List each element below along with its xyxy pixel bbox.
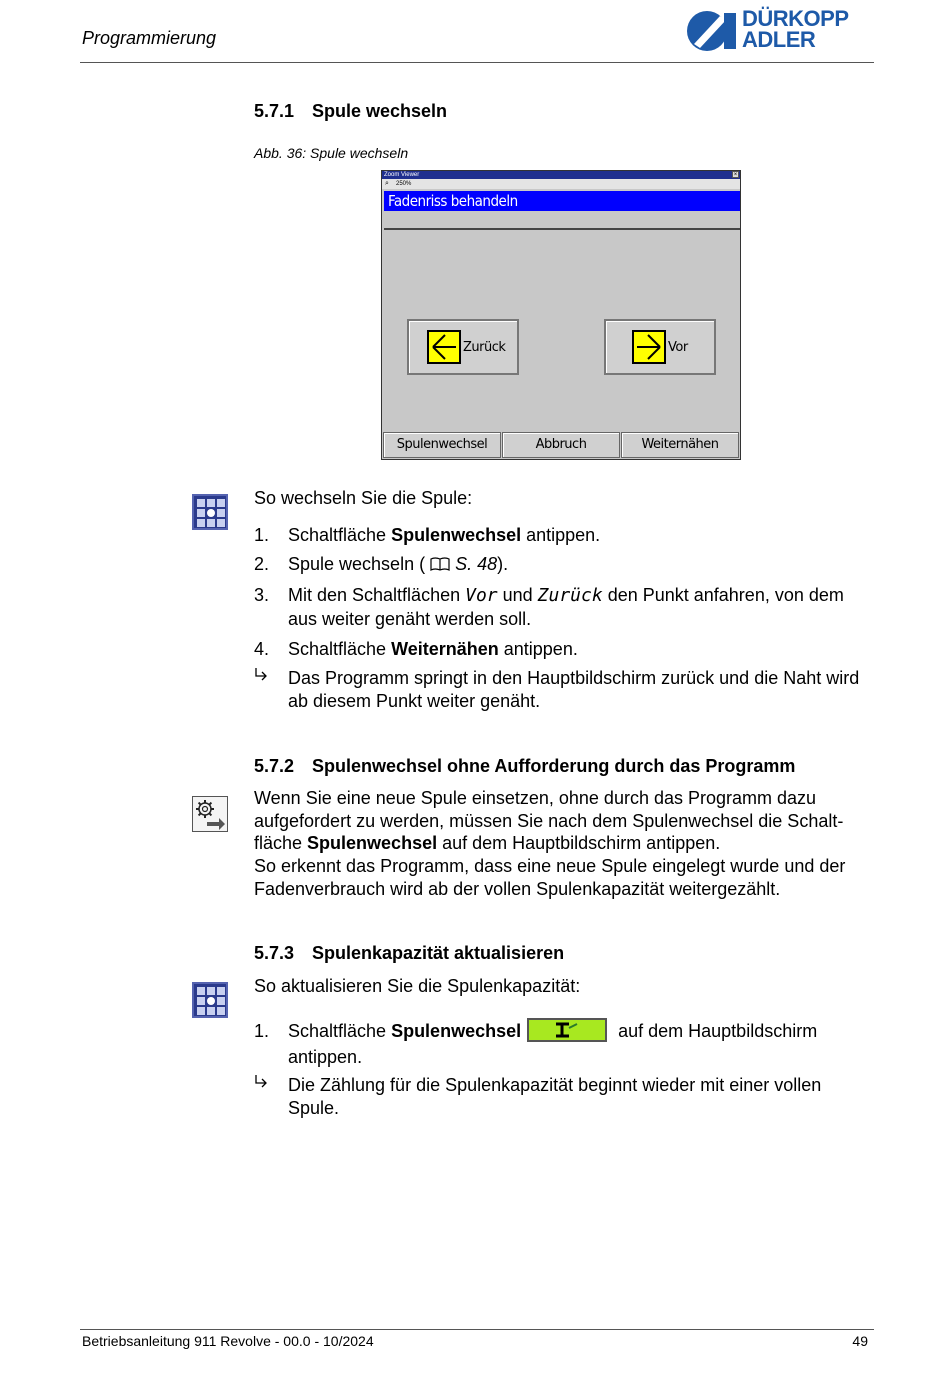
result-arrow-icon: [254, 667, 268, 691]
screen-divider: [384, 228, 740, 230]
back-button-label: Zurück: [463, 340, 506, 355]
footer-document-info: Betriebsanleitung 911 Revolve - 00.0 - 10/2024: [82, 1333, 374, 1349]
company-logo: [686, 8, 876, 54]
forward-button-label: Vor: [668, 340, 688, 355]
forward-button: [604, 319, 716, 375]
spulenwechsel-button: Spulenwechsel: [383, 432, 501, 458]
book-icon: [425, 554, 455, 574]
zoom-icon: ⌕: [385, 180, 389, 187]
page-reference-link[interactable]: S. 48: [455, 554, 498, 574]
weiternaehen-button: Weiternähen: [621, 432, 739, 458]
back-button: [407, 319, 519, 375]
arrow-right-icon: [632, 330, 666, 364]
close-icon: ×: [733, 172, 738, 178]
operation-icon: [192, 982, 228, 1018]
page-number: 49: [852, 1333, 868, 1349]
intro-text-5-7-1: So wechseln Sie die Spule:: [254, 488, 473, 508]
bobbin-button-icon: [527, 1018, 607, 1042]
logo-mark-icon: [686, 10, 738, 52]
intro-text-5-7-3: So aktualisieren Sie die Spulenkapazität:: [254, 976, 581, 996]
logo-text: DÜRKOPP ADLER: [742, 6, 849, 52]
paragraph-5-7-2-b: So erkennt das Programm, dass eine neue Spule eingelegt wurde und der Fadenverbrauch wird ab der vollen Spulenkapazität weitergezählt.: [254, 856, 846, 899]
screen-heading: Fadenriss behandeln: [384, 191, 740, 211]
header-divider: [80, 62, 874, 63]
operation-icon: [192, 494, 228, 530]
section-heading-5-7-1: 5.7.1 Spule wechseln: [254, 101, 448, 121]
arrow-left-icon: [427, 330, 461, 364]
paragraph-5-7-2: Wenn Sie eine neue Spule einsetzen, ohne durch das Programm dazu aufgefordert zu werden, müssen Sie nach dem Spulenwechsel die Schalt-fläche Spulenwechsel auf dem Hauptbildschirm antippen.: [254, 788, 844, 853]
figure-caption: Abb. 36: Spule wechseln: [254, 145, 409, 161]
running-header: Programmierung: [82, 28, 217, 48]
window-toolbar: 250%: [382, 179, 740, 189]
window-titlebar: Zoom Viewer: [382, 171, 740, 179]
gear-arrow-icon: [192, 796, 228, 832]
result-arrow-icon: [254, 1074, 268, 1098]
abbruch-button: Abbruch: [502, 432, 620, 458]
section-heading-5-7-2: 5.7.2 Spulenwechsel ohne Aufforderung durch das Programm: [254, 756, 796, 776]
footer-divider: [80, 1329, 874, 1330]
section-heading-5-7-3: 5.7.3 Spulenkapazität aktualisieren: [254, 943, 565, 963]
machine-screen-figure: [381, 170, 741, 460]
